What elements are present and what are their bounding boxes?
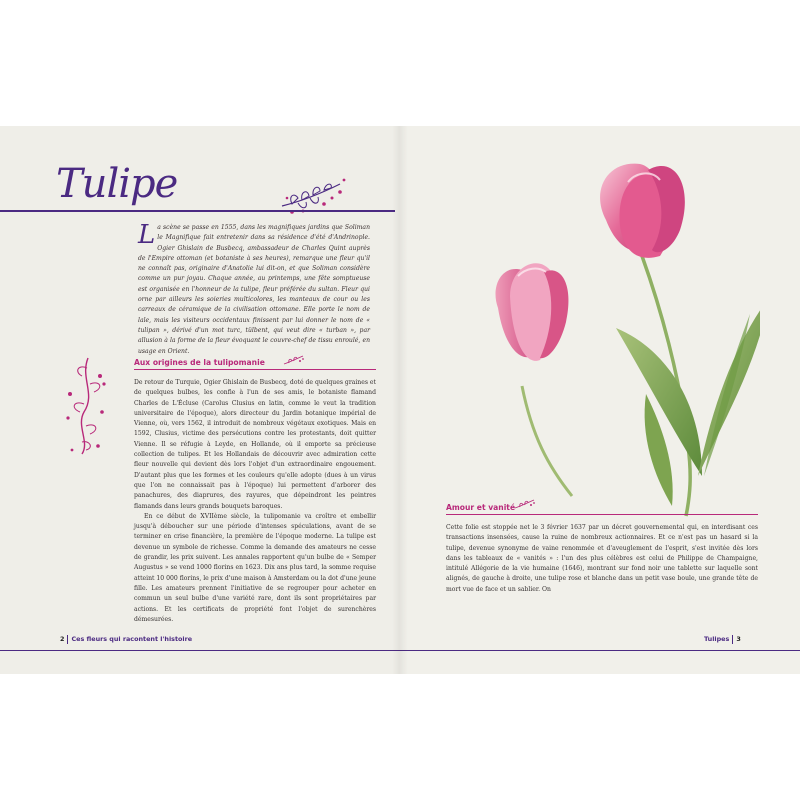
folio-left — [60, 634, 192, 644]
body-column-left — [134, 378, 376, 625]
heading-underline — [446, 514, 758, 515]
heading-underline — [134, 369, 376, 370]
sprig-icon — [283, 354, 305, 366]
body-paragraph: Cette folie est stoppée net le 3 février 1637 par un décret gouvernemental qui, en interdisant ces transactions insensées, cause la ruine de nombreux actionnaires. Et ce n'est pas un hasard si la tulipe, devenue synonyme de vaine renommée et d'aveuglement de l'esprit, s'est invitée dès lors dans les tableaux de « vanités » : l'un des plus célèbres est celui de Philippe de Champaigne, intitulé Allégorie de la vie humaine (1646), montrant sur fond noir une tablette sur laquelle sont alignés, de gauche à droite, une tulipe rose et blanche dans un petit vase boule, une grande tête de mort vue de face et un sablier. On — [446, 524, 758, 593]
page-number: 2 — [60, 635, 65, 643]
running-head: Tulipes — [704, 635, 730, 643]
tulip-illustration — [440, 146, 760, 526]
intro-text: a scène se passe en 1555, dans les magnifiques jardins que Soliman le Magnifique fait entretenir dans sa résidence d'été d'Andrinople. Ogier Ghislain de Busbecq, ambassadeur de Charles Quint auprès de l'Empire ottoman (et botaniste à ses heures), remarque une fleur qu'il ne connaît pas, originaire d'Anatolie lui dit-on, et que Soliman considère comme un pur joyau. Chaque année, au printemps, une fête somptueuse est organisée en l'honneur de la tulipe, fleur préférée du sultan. Fleur qui orne par ailleurs les soieries multicolores, les manteaux de cour ou les carreaux de céramique de la civilisation ottomane. Elle porte le nom de lale, mais les visiteurs occidentaux finissent par lui donner le nom de « tulipan », dérivé d'un mot turc, tülbent, qui veut dire « turban », par allusion à la forme de la fleur évoquant le couvre-chef de tissu enroulé, en usage en Orient. — [138, 224, 370, 355]
folio-rule — [0, 650, 400, 651]
floral-vine-icon — [62, 354, 110, 458]
running-head: Ces fleurs qui racontent l'histoire — [71, 635, 193, 643]
title-rule — [0, 210, 395, 212]
section-heading-text: Amour et vanité — [446, 503, 516, 512]
body-paragraph: De retour de Turquie, Ogier Ghislain de Busbecq, doté de quelques graines et de quelques bulbes, les confie à l'un de ses amis, le botaniste flamand Charles de L'Écluse (Carolus Clusius en latin, comme le veut la tradition universitaire de l'époque), alors directeur du Jardin botanique impérial de Vienne, où, vers 1562, il introduit de nombreux végétaux exotiques. Mais en 1592, Clusius, victime des persécutions contre les protestants, doit quitter Vienne. Il se réfugie à Leyde, en Hollande, où il emporte sa précieuse collection de tulipes. Et les Hollandais de découvrir avec admiration cette fleur nouvelle qui devient dès lors l'objet d'un extraordinaire engouement. D'autant plus que les formes et les couleurs qu'elle adopte (dues à un virus que l'on ne connaissait pas à l'époque) lui permettent d'arborer des panachures, des diaprures, des rayures, que dépeindront les peintres flamands dans leurs grands bouquets baroques. — [134, 379, 376, 510]
left-page — [0, 126, 400, 674]
page-number: 3 — [736, 635, 741, 643]
section-heading-text: Aux origines de la tulipomanie — [134, 358, 265, 367]
book-spread — [0, 126, 800, 674]
folio-separator — [67, 635, 68, 644]
drop-cap: L — [138, 220, 156, 250]
body-column-right — [446, 523, 758, 595]
sprig-icon — [514, 498, 536, 510]
page-title: Tulipe — [56, 161, 178, 207]
folio-separator — [732, 635, 733, 644]
section-heading-amour — [446, 504, 515, 512]
section-heading-origins — [134, 359, 265, 367]
intro-paragraph — [138, 220, 370, 357]
right-page — [400, 126, 800, 674]
folio-rule — [400, 650, 800, 651]
book-gutter — [392, 126, 408, 674]
folio-right — [704, 634, 741, 644]
body-paragraph: En ce début de XVIIème siècle, la tulipomanie va croître et embellir jusqu'à déboucher sur une période d'intenses spéculations, avant de se terminer en crise financière, la première de l'époque moderne. La tulipe est devenue un symbole de richesse. Comme la demande des amateurs ne cesse de grandir, les prix suivent. Les annales rapportent qu'un bulbe de « Semper Augustus » se vend 1000 florins en 1623. Dix ans plus tard, la somme requise atteint 10 000 florins, le prix d'une maison à Amsterdam ou la dot d'une jeune fille. Les amateurs prennent l'initiative de se regrouper pour acheter en commun un seul bulbe d'une variété rare, dont ils sont propriétaires par actions. Et les certificats de propriété font l'objet de surenchères démesurées. — [134, 512, 376, 623]
